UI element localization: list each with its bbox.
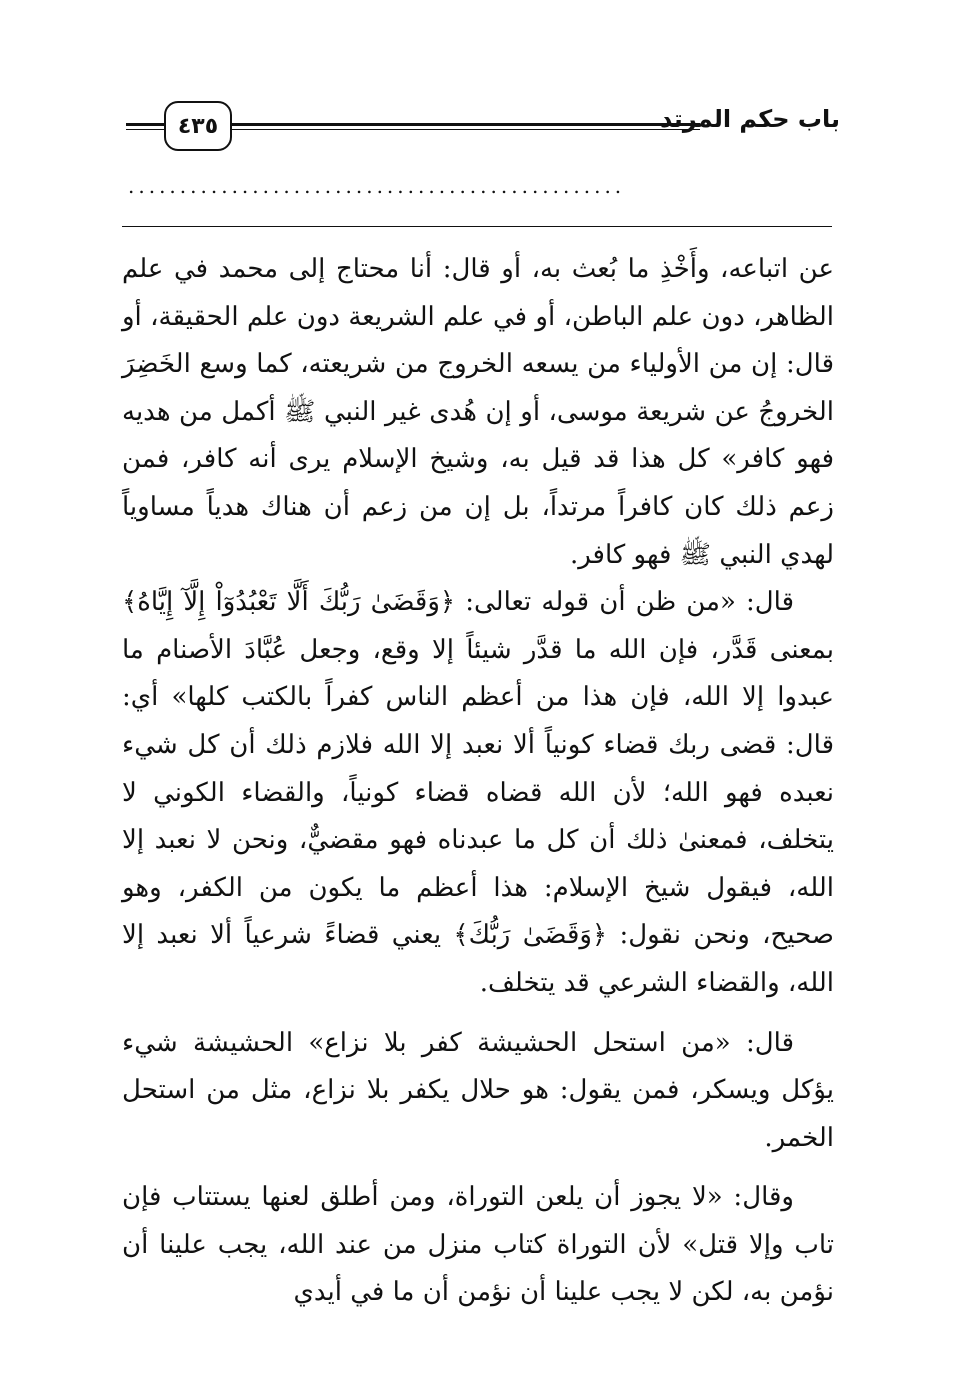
text-top-rule — [122, 226, 832, 227]
chapter-title: باب حكم المرتد — [659, 105, 840, 133]
paragraph: قال: «من استحل الحشيشة كفر بلا نزاع» الحشيشة شيء يؤكل ويسكر، فمن يقول: هو حلال يكفر بلا نزاع، مثل من استحل الخمر. — [122, 1027, 834, 1153]
page-number-badge: ٤٣٥ — [164, 101, 232, 151]
dotted-separator: ................................................ — [128, 178, 626, 194]
paragraph: وقال: «لا يجوز أن يلعن التوراة، ومن أطلق لعنها يستتاب فإن تاب وإلا قتل» لأن التوراة كتاب منزل من عند الله، يجب علينا أن نؤمن به، لكن لا يجب علينا أن نؤمن أن ما في أيدي — [122, 1182, 834, 1308]
paragraph: قال: «من ظن أن قوله تعالى: ﴿وَقَضَىٰ رَبُّكَ أَلَّا تَعْبُدُوٓاْ إِلَّآ إِيَّاهُ﴾ بمعنى قَدَّر، فإن الله ما قدَّر شيئاً إلا وقع، وجعل عُبَّادَ الأصنام ما عبدوا إلا الله، فإن هذا من أعظم الناس كفراً بالكتب كلها» أي: قال: قضى ربك قضاء كونياً ألا نعبد إلا الله فلازم ذلك أن كل شيء نعبده فهو الله؛ لأن الله قضاه قضاء كونياً، والقضاء الكوني لا يتخلف، فمعنىٰ ذلك أن كل ما عبدناه فهو مقضيٌّ، ونحن لا نعبد إلا الله، فيقول شيخ الإسلام: هذا أعظم ما يكون من الكفر، وهو صحيح، ونحن نقول: ﴿وَقَضَىٰ رَبُّكَ﴾ يعني قضاءً شرعياً ألا نعبد إلا الله، والقضاء الشرعي قد يتخلف. — [122, 587, 834, 998]
body-text — [122, 246, 834, 1317]
paragraph: عن اتباعه، وأَخْذِ ما بُعث به، أو قال: أنا محتاج إلى محمد في علم الظاهر، دون علم الباطن، أو في علم الشريعة دون علم الحقيقة، أو قال: إن من الأولياء من يسعه الخروج من شريعته، كما وسع الخَضِرَ الخروجُ عن شريعة موسى، أو إن هُدى غير النبي ﷺ أكمل من هديه فهو كافر» كل هذا قد قيل به، وشيخ الإسلام يرى أنه كافر، فمن زعم ذلك كان كافراً مرتداً، بل إن من زعم أن هناك هدياً مساوياً لهدي النبي ﷺ فهو كافر. — [122, 254, 834, 570]
header-rule — [126, 129, 164, 130]
header-rule — [126, 123, 164, 126]
header-rule — [230, 123, 700, 126]
header-rule — [230, 129, 700, 130]
running-header — [120, 95, 840, 155]
